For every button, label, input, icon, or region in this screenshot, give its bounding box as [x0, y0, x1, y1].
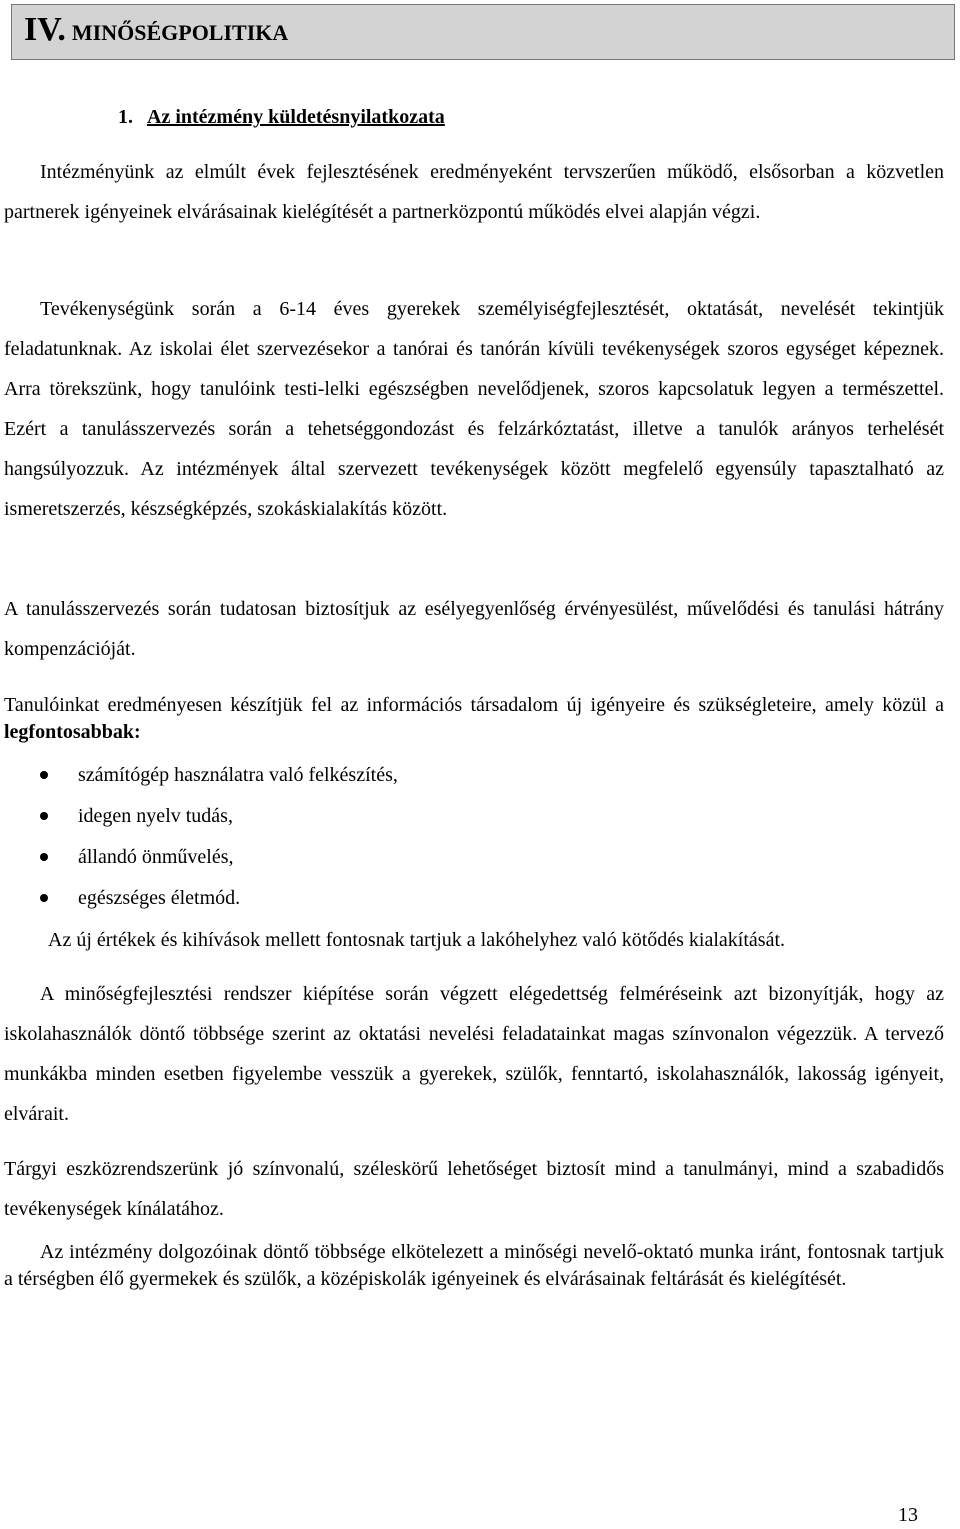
chapter-heading: [24, 11, 288, 49]
paragraph-staff: Az intézmény dolgozóinak döntő többsége elkötelezett a minőségi nevelő-oktató munka iránt, fontosnak tartjuk a térségben élő gyermekek és szülők, a középiskolák igényeinek és elvárásainak feltárását és kielégítését.: [4, 1241, 944, 1290]
section-title: Az intézmény küldetésnyilatkozata: [147, 106, 445, 128]
paragraph-priorities: [4, 692, 944, 746]
paragraph-activities: Tevékenységünk során a 6-14 éves gyerekek személyiségfejlesztését, oktatását, nevelését tekintjük feladatunknak. Az iskolai élet szervezésekor a tanórai és tanórán kívüli tevékenységek szoros egységet képeznek. Arra törekszünk, hogy tanulóink testi-lelki egészségben nevelődjenek, szoros kapcsolatuk legyen a természettel. Ezért a tanulásszervezés során a tehetséggondozást és felzárkóztatást, illetve a tanulók arányos terhelését hangsúlyozzuk. Az intézmények által szervezett tevékenységek között megfelelő egyensúly tapasztalható az ismeretszerzés, készségképzés, szokáskialakítás között.: [4, 298, 944, 520]
list-item: [40, 837, 398, 878]
list-item-text: számítógép használatra való felkészítés,: [78, 764, 398, 786]
paragraph-local-attachment: Az új értékek és kihívások mellett fontosnak tartjuk a lakóhelyhez való kötődés kialakítását.: [48, 929, 786, 951]
list-item: [40, 878, 398, 919]
paragraph-mission: Intézményünk az elmúlt évek fejlesztésének eredményeként tervszerűen működő, elsősorban a közvetlen partnerek igényeinek elvárásainak kielégítését a partnerközpontú működés elvei alapján végzi.: [4, 161, 944, 223]
chapter-header: [11, 4, 955, 60]
bullet-icon: [40, 894, 48, 902]
list-item: [40, 796, 398, 837]
chapter-title: MINŐSÉGPOLITIKA: [71, 20, 289, 45]
list-item-text: idegen nyelv tudás,: [78, 805, 233, 827]
paragraph-equipment: Tárgyi eszközrendszerünk jó színvonalú, széleskörű lehetőséget biztosít mind a tanulmányi, mind a szabadidős tevékenységek kínálatához.: [4, 1158, 944, 1220]
paragraph-equal-opportunity: A tanulásszervezés során tudatosan biztosítjuk az esélyegyenlőség érvényesülést, művelődési és tanulási hátrány kompenzációját.: [4, 598, 944, 660]
page-number: 13: [898, 1504, 918, 1526]
priorities-lead: Tanulóinkat eredményesen készítjük fel az információs társadalom új igényeire és szükségleteire, amely közül a: [4, 694, 944, 716]
bullet-icon: [40, 853, 48, 861]
chapter-number: IV.: [24, 11, 66, 48]
section-number: 1.: [118, 106, 133, 128]
list-item-text: egészséges életmód.: [78, 887, 241, 909]
paragraph-quality-development: A minőségfejlesztési rendszer kiépítése során végzett elégedettség felméréseink azt bizonyítják, hogy az iskolahasználók döntő többsége szerint az oktatási nevelési feladatainkat magas színvonalon végezzük. A tervező munkákba minden esetben figyelembe vesszük a gyerekek, szülők, fenntartó, iskolahasználók, lakosság igényeit, elvárait.: [4, 983, 944, 1125]
bullet-icon: [40, 771, 48, 779]
bullet-icon: [40, 812, 48, 820]
list-item-text: állandó önművelés,: [78, 846, 234, 868]
priorities-bold: legfontosabbak:: [4, 721, 141, 743]
priorities-list: [40, 755, 398, 919]
list-item: [40, 755, 398, 796]
section-heading: [118, 106, 445, 129]
